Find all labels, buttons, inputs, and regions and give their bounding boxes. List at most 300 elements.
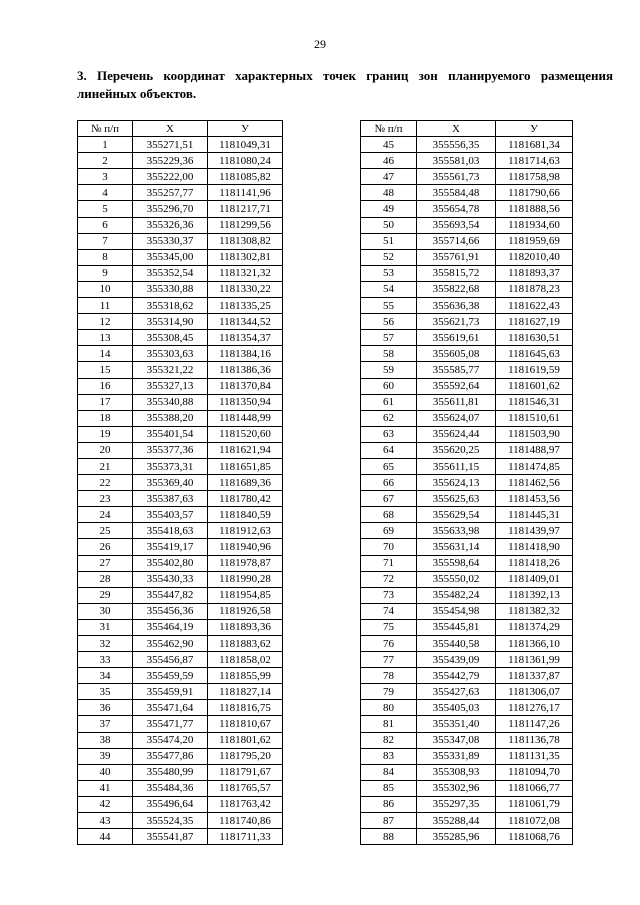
table-row	[361, 394, 573, 410]
table-row	[361, 426, 573, 442]
table-row	[78, 330, 283, 346]
cell-number: 81	[361, 716, 417, 732]
table-row	[361, 636, 573, 652]
cell-number: 66	[361, 475, 417, 491]
table-row	[361, 475, 573, 491]
header-y: У	[496, 121, 573, 137]
table-row	[78, 217, 283, 233]
table-row	[78, 813, 283, 829]
cell-x: 355611,15	[417, 458, 496, 474]
cell-number: 21	[78, 458, 133, 474]
cell-x: 355271,51	[133, 137, 208, 153]
table-row	[361, 732, 573, 748]
cell-y: 1181840,59	[208, 507, 283, 523]
cell-number: 9	[78, 265, 133, 281]
cell-x: 355459,91	[133, 684, 208, 700]
table-row	[361, 603, 573, 619]
coordinates-table-left	[77, 120, 283, 845]
cell-y: 1181893,36	[208, 619, 283, 635]
cell-x: 355447,82	[133, 587, 208, 603]
cell-x: 355598,64	[417, 555, 496, 571]
cell-x: 355439,09	[417, 652, 496, 668]
cell-x: 355308,45	[133, 330, 208, 346]
cell-y: 1181888,56	[496, 201, 573, 217]
cell-x: 355629,54	[417, 507, 496, 523]
cell-y: 1181085,82	[208, 169, 283, 185]
cell-number: 76	[361, 636, 417, 652]
cell-x: 355471,64	[133, 700, 208, 716]
cell-y: 1181858,02	[208, 652, 283, 668]
cell-y: 1181795,20	[208, 748, 283, 764]
cell-y: 1181878,23	[496, 281, 573, 297]
cell-number: 57	[361, 330, 417, 346]
cell-y: 1181619,59	[496, 362, 573, 378]
cell-number: 17	[78, 394, 133, 410]
cell-x: 355369,40	[133, 475, 208, 491]
table-row	[361, 217, 573, 233]
cell-number: 11	[78, 298, 133, 314]
cell-y: 1181621,94	[208, 442, 283, 458]
cell-y: 1181622,43	[496, 298, 573, 314]
cell-y: 1181488,97	[496, 442, 573, 458]
table-row	[361, 555, 573, 571]
cell-y: 1181418,26	[496, 555, 573, 571]
cell-number: 44	[78, 829, 133, 845]
cell-number: 47	[361, 169, 417, 185]
table-row	[78, 716, 283, 732]
cell-x: 355445,81	[417, 619, 496, 635]
cell-x: 355592,64	[417, 378, 496, 394]
cell-number: 84	[361, 764, 417, 780]
table-row	[361, 539, 573, 555]
cell-number: 40	[78, 764, 133, 780]
table-row	[78, 442, 283, 458]
cell-number: 20	[78, 442, 133, 458]
table-row	[78, 491, 283, 507]
cell-y: 1181940,96	[208, 539, 283, 555]
cell-x: 355496,64	[133, 796, 208, 812]
cell-number: 52	[361, 249, 417, 265]
cell-number: 32	[78, 636, 133, 652]
cell-y: 1181883,62	[208, 636, 283, 652]
cell-x: 355402,80	[133, 555, 208, 571]
table-row	[78, 281, 283, 297]
cell-x: 355351,40	[417, 716, 496, 732]
cell-number: 72	[361, 571, 417, 587]
cell-x: 355636,38	[417, 298, 496, 314]
cell-number: 15	[78, 362, 133, 378]
cell-y: 1181790,66	[496, 185, 573, 201]
cell-number: 3	[78, 169, 133, 185]
cell-number: 25	[78, 523, 133, 539]
table-row	[361, 716, 573, 732]
cell-number: 46	[361, 153, 417, 169]
cell-y: 1181510,61	[496, 410, 573, 426]
cell-y: 1181141,96	[208, 185, 283, 201]
table-row	[361, 362, 573, 378]
cell-number: 73	[361, 587, 417, 603]
cell-number: 74	[361, 603, 417, 619]
cell-y: 1181990,28	[208, 571, 283, 587]
table-row	[78, 829, 283, 845]
cell-number: 45	[361, 137, 417, 153]
cell-x: 355401,54	[133, 426, 208, 442]
table-row	[78, 780, 283, 796]
cell-x: 355318,62	[133, 298, 208, 314]
cell-y: 1181361,99	[496, 652, 573, 668]
table-row	[78, 668, 283, 684]
cell-y: 1181791,67	[208, 764, 283, 780]
cell-number: 41	[78, 780, 133, 796]
table-row	[78, 475, 283, 491]
cell-y: 1181409,01	[496, 571, 573, 587]
cell-y: 1181308,82	[208, 233, 283, 249]
table-row	[361, 780, 573, 796]
cell-x: 355550,02	[417, 571, 496, 587]
table-row	[361, 314, 573, 330]
table-row	[78, 394, 283, 410]
cell-number: 34	[78, 668, 133, 684]
table-row	[78, 153, 283, 169]
cell-y: 1181893,37	[496, 265, 573, 281]
cell-number: 77	[361, 652, 417, 668]
cell-x: 355330,88	[133, 281, 208, 297]
cell-number: 61	[361, 394, 417, 410]
table-row	[78, 458, 283, 474]
cell-x: 355482,24	[417, 587, 496, 603]
cell-x: 355308,93	[417, 764, 496, 780]
cell-y: 1181136,78	[496, 732, 573, 748]
header-x: Х	[133, 121, 208, 137]
cell-y: 1181217,71	[208, 201, 283, 217]
cell-number: 37	[78, 716, 133, 732]
table-row	[361, 523, 573, 539]
cell-x: 355761,91	[417, 249, 496, 265]
cell-number: 16	[78, 378, 133, 394]
cell-y: 1181049,31	[208, 137, 283, 153]
cell-y: 1181321,32	[208, 265, 283, 281]
cell-x: 355619,61	[417, 330, 496, 346]
cell-number: 65	[361, 458, 417, 474]
cell-x: 355605,08	[417, 346, 496, 362]
cell-number: 69	[361, 523, 417, 539]
cell-y: 1181374,29	[496, 619, 573, 635]
cell-number: 2	[78, 153, 133, 169]
table-row	[78, 523, 283, 539]
cell-number: 75	[361, 619, 417, 635]
table-row	[78, 362, 283, 378]
cell-number: 42	[78, 796, 133, 812]
cell-number: 36	[78, 700, 133, 716]
cell-y: 1181335,25	[208, 298, 283, 314]
cell-y: 1181503,90	[496, 426, 573, 442]
cell-y: 1181810,67	[208, 716, 283, 732]
table-row	[361, 410, 573, 426]
cell-x: 355430,33	[133, 571, 208, 587]
cell-x: 355581,03	[417, 153, 496, 169]
table-row	[78, 249, 283, 265]
table-row	[78, 201, 283, 217]
table-row	[361, 700, 573, 716]
cell-y: 1181061,79	[496, 796, 573, 812]
cell-y: 1181350,94	[208, 394, 283, 410]
cell-x: 355442,79	[417, 668, 496, 684]
cell-y: 1181827,14	[208, 684, 283, 700]
table-row	[361, 796, 573, 812]
cell-x: 355464,19	[133, 619, 208, 635]
cell-y: 1181765,57	[208, 780, 283, 796]
cell-x: 355377,36	[133, 442, 208, 458]
table-row	[78, 619, 283, 635]
cell-y: 1181448,99	[208, 410, 283, 426]
cell-y: 1181366,10	[496, 636, 573, 652]
cell-y: 1181302,81	[208, 249, 283, 265]
cell-number: 43	[78, 813, 133, 829]
cell-x: 355321,22	[133, 362, 208, 378]
cell-number: 71	[361, 555, 417, 571]
cell-y: 1181066,77	[496, 780, 573, 796]
table-row	[361, 378, 573, 394]
header-number: № п/п	[361, 121, 417, 137]
section-heading: 3. Перечень координат характерных точек границ зон планируемого размещения линейных объектов.	[77, 68, 613, 101]
cell-number: 35	[78, 684, 133, 700]
cell-x: 355456,36	[133, 603, 208, 619]
table-row	[78, 732, 283, 748]
cell-y: 1181418,90	[496, 539, 573, 555]
cell-x: 355631,14	[417, 539, 496, 555]
cell-x: 355611,81	[417, 394, 496, 410]
cell-y: 1181344,52	[208, 314, 283, 330]
cell-y: 1181627,19	[496, 314, 573, 330]
cell-x: 355624,07	[417, 410, 496, 426]
cell-x: 355541,87	[133, 829, 208, 845]
cell-x: 355326,36	[133, 217, 208, 233]
cell-number: 24	[78, 507, 133, 523]
cell-number: 58	[361, 346, 417, 362]
cell-y: 1181370,84	[208, 378, 283, 394]
table-row	[361, 201, 573, 217]
table-row	[361, 587, 573, 603]
cell-number: 8	[78, 249, 133, 265]
cell-number: 1	[78, 137, 133, 153]
cell-x: 355625,63	[417, 491, 496, 507]
cell-y: 1181711,33	[208, 829, 283, 845]
cell-number: 10	[78, 281, 133, 297]
cell-y: 1181306,07	[496, 684, 573, 700]
cell-y: 1181392,13	[496, 587, 573, 603]
cell-number: 83	[361, 748, 417, 764]
cell-x: 355418,63	[133, 523, 208, 539]
table-row	[361, 137, 573, 153]
table-row	[78, 137, 283, 153]
table-row	[78, 298, 283, 314]
table-body	[361, 137, 573, 845]
table-row	[78, 652, 283, 668]
cell-y: 1181780,42	[208, 491, 283, 507]
cell-y: 1181462,56	[496, 475, 573, 491]
cell-x: 355388,20	[133, 410, 208, 426]
table-row	[78, 700, 283, 716]
cell-number: 5	[78, 201, 133, 217]
cell-number: 85	[361, 780, 417, 796]
table-row	[78, 169, 283, 185]
cell-x: 355624,13	[417, 475, 496, 491]
table-row	[361, 684, 573, 700]
table-row	[361, 652, 573, 668]
table-row	[361, 458, 573, 474]
cell-x: 355693,54	[417, 217, 496, 233]
cell-number: 87	[361, 813, 417, 829]
table-row	[361, 507, 573, 523]
cell-number: 12	[78, 314, 133, 330]
cell-number: 27	[78, 555, 133, 571]
cell-x: 355633,98	[417, 523, 496, 539]
cell-number: 18	[78, 410, 133, 426]
table-row	[78, 265, 283, 281]
cell-number: 23	[78, 491, 133, 507]
table-row	[78, 748, 283, 764]
cell-number: 54	[361, 281, 417, 297]
cell-x: 355327,13	[133, 378, 208, 394]
cell-x: 355222,00	[133, 169, 208, 185]
cell-x: 355477,86	[133, 748, 208, 764]
table-row	[361, 281, 573, 297]
cell-y: 1181445,31	[496, 507, 573, 523]
cell-number: 82	[361, 732, 417, 748]
cell-number: 68	[361, 507, 417, 523]
coordinates-table-right	[360, 120, 573, 845]
cell-number: 60	[361, 378, 417, 394]
cell-number: 63	[361, 426, 417, 442]
cell-x: 355584,48	[417, 185, 496, 201]
cell-y: 1181276,17	[496, 700, 573, 716]
table-row	[78, 603, 283, 619]
table-row	[78, 507, 283, 523]
cell-number: 70	[361, 539, 417, 555]
table-row	[361, 442, 573, 458]
cell-x: 355405,03	[417, 700, 496, 716]
cell-y: 1181978,87	[208, 555, 283, 571]
table-row	[361, 813, 573, 829]
table-row	[78, 555, 283, 571]
cell-x: 355624,44	[417, 426, 496, 442]
table-row	[78, 314, 283, 330]
table-row	[361, 153, 573, 169]
table-row	[361, 233, 573, 249]
cell-x: 355352,54	[133, 265, 208, 281]
table-row	[361, 829, 573, 845]
cell-number: 29	[78, 587, 133, 603]
cell-x: 355440,58	[417, 636, 496, 652]
cell-x: 355257,77	[133, 185, 208, 201]
cell-y: 1181758,98	[496, 169, 573, 185]
table-row	[78, 684, 283, 700]
table-row	[361, 249, 573, 265]
cell-y: 1181855,99	[208, 668, 283, 684]
table-row	[78, 587, 283, 603]
cell-number: 67	[361, 491, 417, 507]
cell-x: 355427,63	[417, 684, 496, 700]
cell-x: 355345,00	[133, 249, 208, 265]
cell-y: 1181337,87	[496, 668, 573, 684]
cell-y: 1181816,75	[208, 700, 283, 716]
cell-y: 1181384,16	[208, 346, 283, 362]
cell-y: 1181714,63	[496, 153, 573, 169]
cell-y: 1181912,63	[208, 523, 283, 539]
cell-number: 86	[361, 796, 417, 812]
cell-y: 1181801,62	[208, 732, 283, 748]
cell-number: 55	[361, 298, 417, 314]
header-x: Х	[417, 121, 496, 137]
cell-number: 48	[361, 185, 417, 201]
table-row	[361, 748, 573, 764]
cell-x: 355330,37	[133, 233, 208, 249]
cell-x: 355303,63	[133, 346, 208, 362]
table-row	[361, 619, 573, 635]
cell-y: 1181068,76	[496, 829, 573, 845]
table-row	[78, 410, 283, 426]
cell-x: 355340,88	[133, 394, 208, 410]
table-row	[361, 571, 573, 587]
cell-x: 355822,68	[417, 281, 496, 297]
cell-y: 1181354,37	[208, 330, 283, 346]
cell-y: 1181645,63	[496, 346, 573, 362]
cell-y: 1181546,31	[496, 394, 573, 410]
cell-x: 355484,36	[133, 780, 208, 796]
header-y: У	[208, 121, 283, 137]
table-row	[361, 330, 573, 346]
cell-number: 64	[361, 442, 417, 458]
cell-x: 355302,96	[417, 780, 496, 796]
table-row	[78, 346, 283, 362]
cell-y: 1181681,34	[496, 137, 573, 153]
cell-x: 355459,59	[133, 668, 208, 684]
table-row	[78, 233, 283, 249]
cell-x: 355347,08	[417, 732, 496, 748]
cell-number: 7	[78, 233, 133, 249]
cell-number: 78	[361, 668, 417, 684]
cell-y: 1181740,86	[208, 813, 283, 829]
table-row	[361, 346, 573, 362]
cell-x: 355387,63	[133, 491, 208, 507]
cell-y: 1181601,62	[496, 378, 573, 394]
cell-x: 355621,73	[417, 314, 496, 330]
cell-y: 1181651,85	[208, 458, 283, 474]
cell-number: 79	[361, 684, 417, 700]
cell-number: 14	[78, 346, 133, 362]
table-header-row	[78, 121, 283, 137]
page-number: 29	[314, 37, 326, 51]
table-row	[361, 265, 573, 281]
cell-y: 1181453,56	[496, 491, 573, 507]
cell-number: 19	[78, 426, 133, 442]
cell-y: 1181299,56	[208, 217, 283, 233]
cell-number: 39	[78, 748, 133, 764]
cell-x: 355815,72	[417, 265, 496, 281]
cell-number: 88	[361, 829, 417, 845]
cell-number: 22	[78, 475, 133, 491]
cell-y: 1181954,85	[208, 587, 283, 603]
table-row	[78, 539, 283, 555]
cell-x: 355714,66	[417, 233, 496, 249]
cell-y: 1181689,36	[208, 475, 283, 491]
cell-y: 1181520,60	[208, 426, 283, 442]
cell-x: 355454,98	[417, 603, 496, 619]
table-row	[361, 169, 573, 185]
cell-x: 355373,31	[133, 458, 208, 474]
table-row	[361, 185, 573, 201]
cell-x: 355288,44	[417, 813, 496, 829]
